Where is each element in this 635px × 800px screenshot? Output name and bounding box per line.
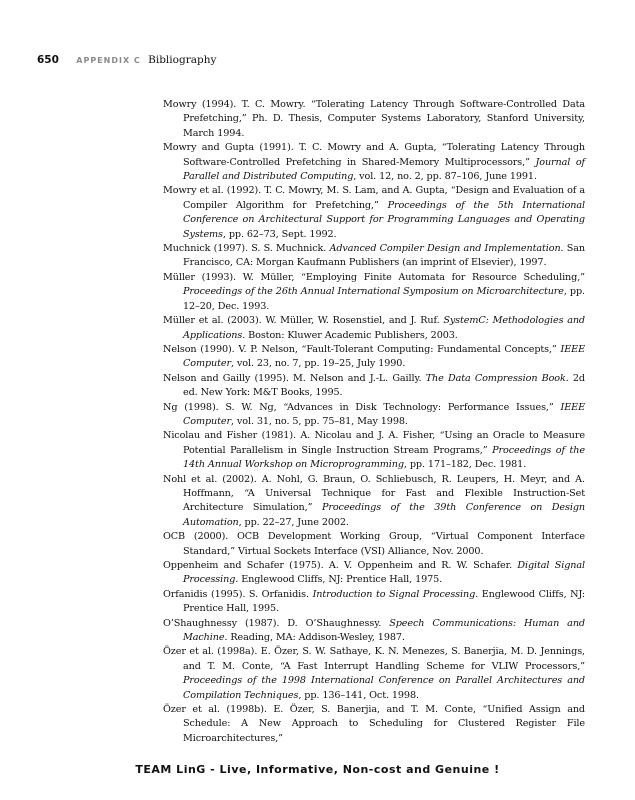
entry-text: , pp. 136–141, Oct. 1998. [298,689,419,701]
entry-text: Mowry et al. (1992). T. C. Mowry, M. S. Lam, and A. Gupta, “Design and Evaluation of a Compiler Algorithm for Prefetching,” [163,185,585,211]
bibliography-entry [163,98,585,141]
entry-text: , pp. 22–27, June 2002. [238,516,349,528]
entry-text: , pp. 171–182, Dec. 1981. [403,459,527,471]
entry-text: Nohl et al. (2002). A. Nohl, G. Braun, O. Schliebusch, R. Leupers, H. Meyr, and A. Hoffmann, “A Universal Technique for Fast and Flexible Instruction-Set Architecture Simulation,” [163,473,585,514]
entry-text: Nelson and Gailly (1995). M. Nelson and J.-L. Gailly. [163,372,426,384]
entry-title-italic: Proceedings of the 14th Annual Workshop on Microprogramming [183,444,585,471]
running-header [37,54,216,68]
bibliography-entry [163,645,585,703]
bibliography-entry [163,184,585,242]
bibliography-entry [163,314,585,343]
entry-text: Müller (1993). W. Müller, “Employing Finite Automata for Resource Scheduling,” [163,271,585,283]
bibliography-entry [163,473,585,531]
entry-text: Nicolau and Fisher (1981). A. Nicolau and J. A. Fisher, “Using an Oracle to Measure Potential Parallelism in Single Instruction Stream Programs,” [163,430,585,456]
bibliography-entry [163,588,585,617]
entry-text: . Reading, MA: Addison-Wesley, 1987. [224,632,405,644]
entry-title-italic: Digital Signal Processing [183,560,585,586]
entry-title-italic: Introduction to Signal Processing [312,588,476,600]
bibliography-entry [163,372,585,401]
entry-title-italic: Proceedings of the 5th International Conference on Architectural Support for Programming Languages and Operating Systems [183,199,585,240]
bibliography-entry [163,703,585,746]
page-number: 650 [37,54,59,66]
entry-text: Orfanidis (1995). S. Orfanidis. [163,588,313,600]
entry-text: Mowry and Gupta (1991). T. C. Mowry and A. Gupta, “Tolerating Latency Through Software-Controlled Prefetching in Shared-Memory Multiprocessors,” [163,142,585,168]
bibliography-entry [163,343,585,372]
entry-text: . San Francisco, CA: Morgan Kaufmann Publishers (an imprint of Elsevier), 1997. [183,243,585,269]
entry-title-italic: Advanced Compiler Design and Implementation [329,243,561,255]
entry-title-italic: Proceedings of the 1998 International Conference on Parallel Architectures and Compilation Techniques [183,675,585,701]
entry-text: Özer et al. (1998a). E. Özer, S. W. Sathaye, K. N. Menezes, S. Banerjia, M. D. Jennings, and T. M. Conte, “A Fast Interrupt Handling Scheme for VLIW Processors,” [163,646,585,672]
entry-text: O’Shaughnessy (1987). D. O’Shaughnessy. [163,617,390,629]
entry-text: , vol. 23, no. 7, pp. 19–25, July 1990. [231,358,406,370]
entry-title-italic: IEEE Computer [183,343,585,370]
entry-text: . Boston: Kluwer Academic Publishers, 2003. [242,329,458,341]
bibliography-entry [163,401,585,430]
footer-watermark: TEAM LinG - Live, Informative, Non-cost and Genuine ! [135,763,500,776]
bibliography-entry [163,141,585,184]
section-title: Bibliography [148,54,217,66]
entry-title-italic: SystemC: Methodologies and Applications [183,315,585,341]
entry-text: , pp. 62–73, Sept. 1992. [222,228,337,240]
entry-text: , vol. 12, no. 2, pp. 87–106, June 1991. [353,171,537,183]
entry-text: . Englewood Cliffs, NJ: Prentice Hall, 1975. [235,574,443,586]
section-label: APPENDIX C [76,56,141,65]
entry-title-italic: The Data Compression Book [425,372,566,384]
entry-text: Nelson (1990). V. P. Nelson, “Fault-Tolerant Computing: Fundamental Concepts,” [163,343,561,355]
entry-text: , vol. 31, no. 5, pp. 75–81, May 1998. [231,415,408,427]
bibliography-entry [163,617,585,646]
entry-text: , pp. 12–20, Dec. 1993. [183,286,585,312]
entry-text: Özer et al. (1998b). E. Özer, S. Banerjia, and T. M. Conte, “Unified Assign and Schedule: A New Approach to Scheduling for Clustered Register File Microarchitectures,” [163,704,585,744]
entry-text: Ng (1998). S. W. Ng, “Advances in Disk Technology: Performance Issues,” [163,401,561,413]
bibliography-entry [163,530,585,559]
entry-text: Mowry (1994). T. C. Mowry. “Tolerating Latency Through Software-Controlled Data Prefetching,” Ph. D. Thesis, Computer Systems Laboratory, Stanford University, March 1994. [163,99,585,139]
entry-text: OCB (2000). OCB Development Working Group, “Virtual Component Interface Standard,” Virtual Sockets Interface (VSI) Alliance, Nov. 2000. [163,531,585,557]
entry-title-italic: Journal of Parallel and Distributed Computing [183,156,585,183]
entry-text: Müller et al. (2003). W. Müller, W. Rosenstiel, and J. Ruf. [163,315,444,327]
entry-title-italic: IEEE Computer [183,401,585,427]
bibliography-entry [163,429,585,472]
entry-text: Oppenheim and Schafer (1975). A. V. Oppenheim and R. W. Schafer. [163,560,518,571]
bibliography-list [163,98,585,746]
bibliography-entry [163,271,585,314]
entry-text: . Englewood Cliffs, NJ: Prentice Hall, 1995. [183,588,585,615]
entry-text: . 2d ed. New York: M&T Books, 1995. [183,372,585,399]
entry-text: Muchnick (1997). S. S. Muchnick. [163,243,330,255]
entry-title-italic: Proceedings of the 26th Annual International Symposium on Microarchitecture [183,286,564,298]
bibliography-entry [163,242,585,271]
entry-title-italic: Speech Communications: Human and Machine [183,617,585,644]
bibliography-entry [163,559,585,588]
entry-title-italic: Proceedings of the 39th Conference on Design Automation [183,502,585,528]
